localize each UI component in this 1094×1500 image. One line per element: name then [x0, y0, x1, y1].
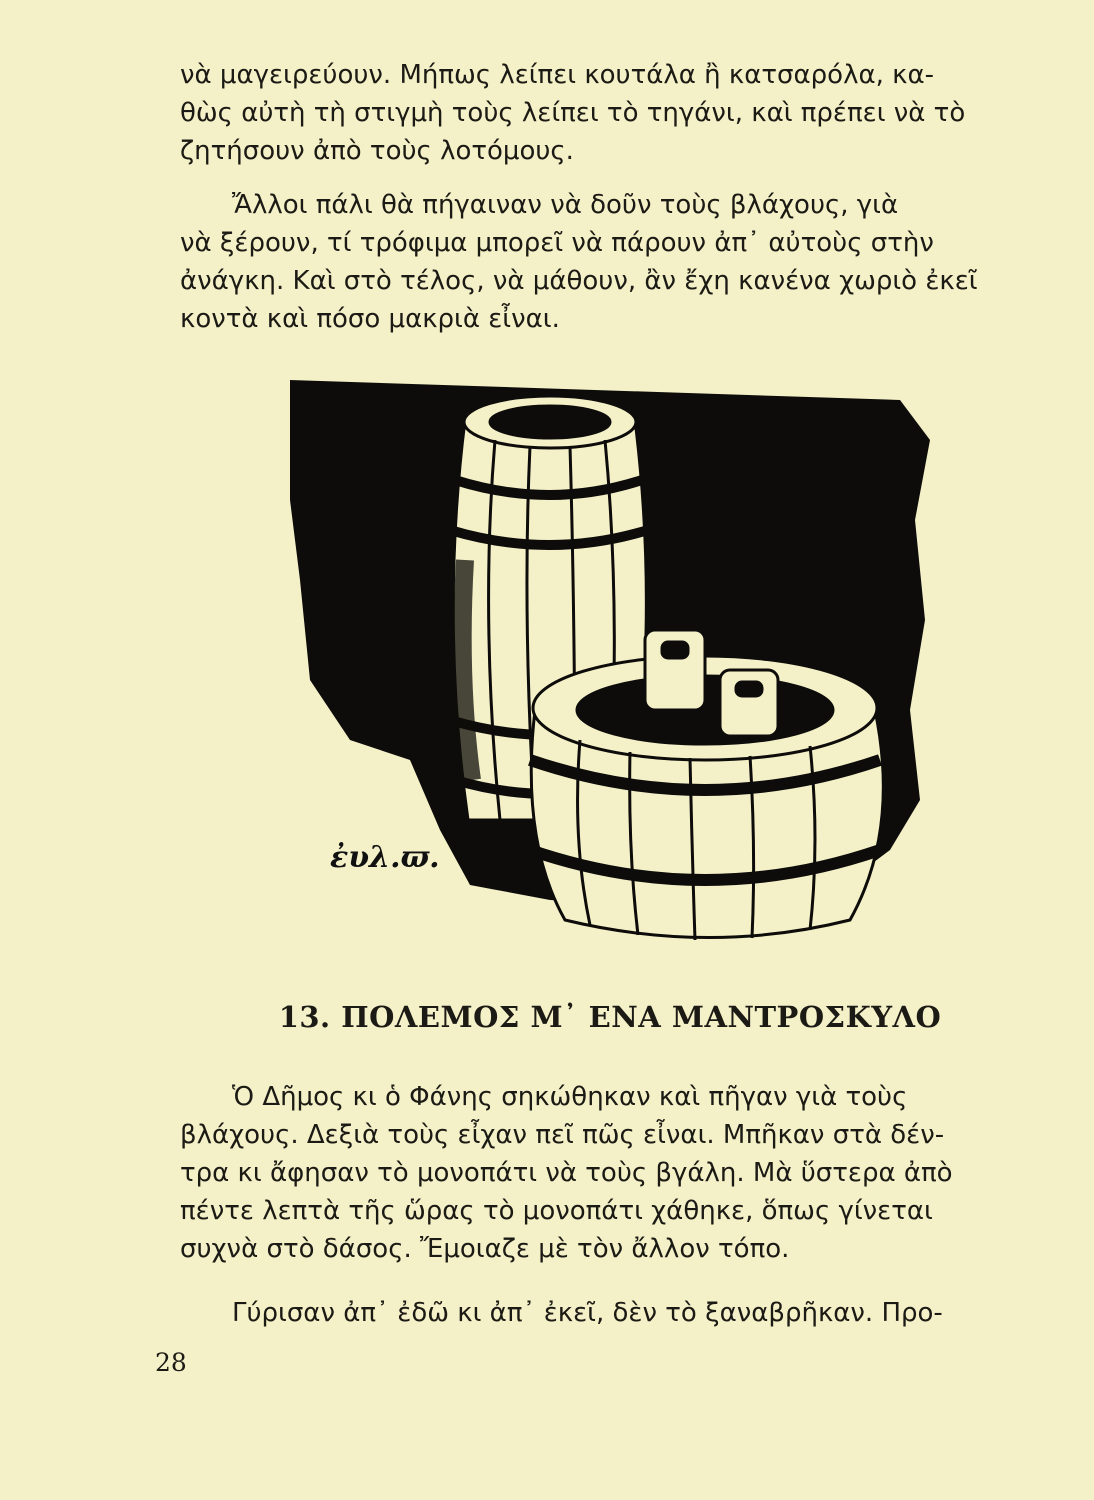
text-line: κοντὰ καὶ πόσο μακριὰ εἶναι.	[180, 304, 560, 334]
artist-signature: ἐυλ.ϖ.	[330, 840, 440, 875]
text-line: Ἄλλοι πάλι θὰ πήγαιναν νὰ δοῦν τοὺς βλάχους, γιὰ	[232, 190, 899, 220]
text-line: θὼς αὐτὴ τὴ στιγμὴ τοὺς λείπει τὸ τηγάνι, καὶ πρέπει νὰ τὸ	[180, 98, 966, 128]
text-line: Ὁ Δῆμος κι ὁ Φάνης σηκώθηκαν καὶ πῆγαν γιὰ τοὺς	[232, 1082, 908, 1112]
chapter-title: 13. ΠΟΛΕΜΟΣ Μ᾽ ΕΝΑ ΜΑΝΤΡΟΣΚΥΛΟ	[278, 1000, 942, 1034]
paragraph-4	[180, 1294, 1040, 1332]
paragraph-1	[180, 56, 1040, 170]
text-line: συχνὰ στὸ δάσος. Ἔμοιαζε μὲ τὸν ἄλλον τόπο.	[180, 1234, 790, 1264]
text-line: πέντε λεπτὰ τῆς ὥρας τὸ μονοπάτι χάθηκε, ὅπως γίνεται	[180, 1196, 933, 1226]
text-line: βλάχους. Δεξιὰ τοὺς εἶχαν πεῖ πῶς εἶναι. Μπῆκαν στὰ δέν-	[180, 1120, 945, 1150]
text-line: νὰ μαγειρεύουν. Μήπως λείπει κουτάλα ἢ κατσαρόλα, κα-	[180, 60, 934, 90]
text-line: ζητήσουν ἀπὸ τοὺς λοτόμους.	[180, 136, 574, 166]
text-line: Γύρισαν ἀπ᾽ ἐδῶ κι ἀπ᾽ ἐκεῖ, δὲν τὸ ξαναβρῆκαν. Προ-	[232, 1298, 943, 1328]
text-line: ἀνάγκη. Καὶ στὸ τέλος, νὰ μάθουν, ἂν ἔχη κανένα χωριὸ ἐκεῖ	[180, 266, 978, 296]
page-number: 28	[155, 1348, 187, 1377]
wooden-tub	[530, 630, 883, 940]
text-line: τρα κι ἄφησαν τὸ μονοπάτι νὰ τοὺς βγάλη. Μὰ ὕστερα ἀπὸ	[180, 1158, 953, 1188]
paragraph-2	[180, 186, 1040, 338]
text-line: νὰ ξέρουν, τί τρόφιμα μπορεῖ νὰ πάρουν ἀπ᾽ αὐτοὺς στὴν	[180, 228, 934, 258]
paragraph-3	[180, 1078, 1040, 1268]
